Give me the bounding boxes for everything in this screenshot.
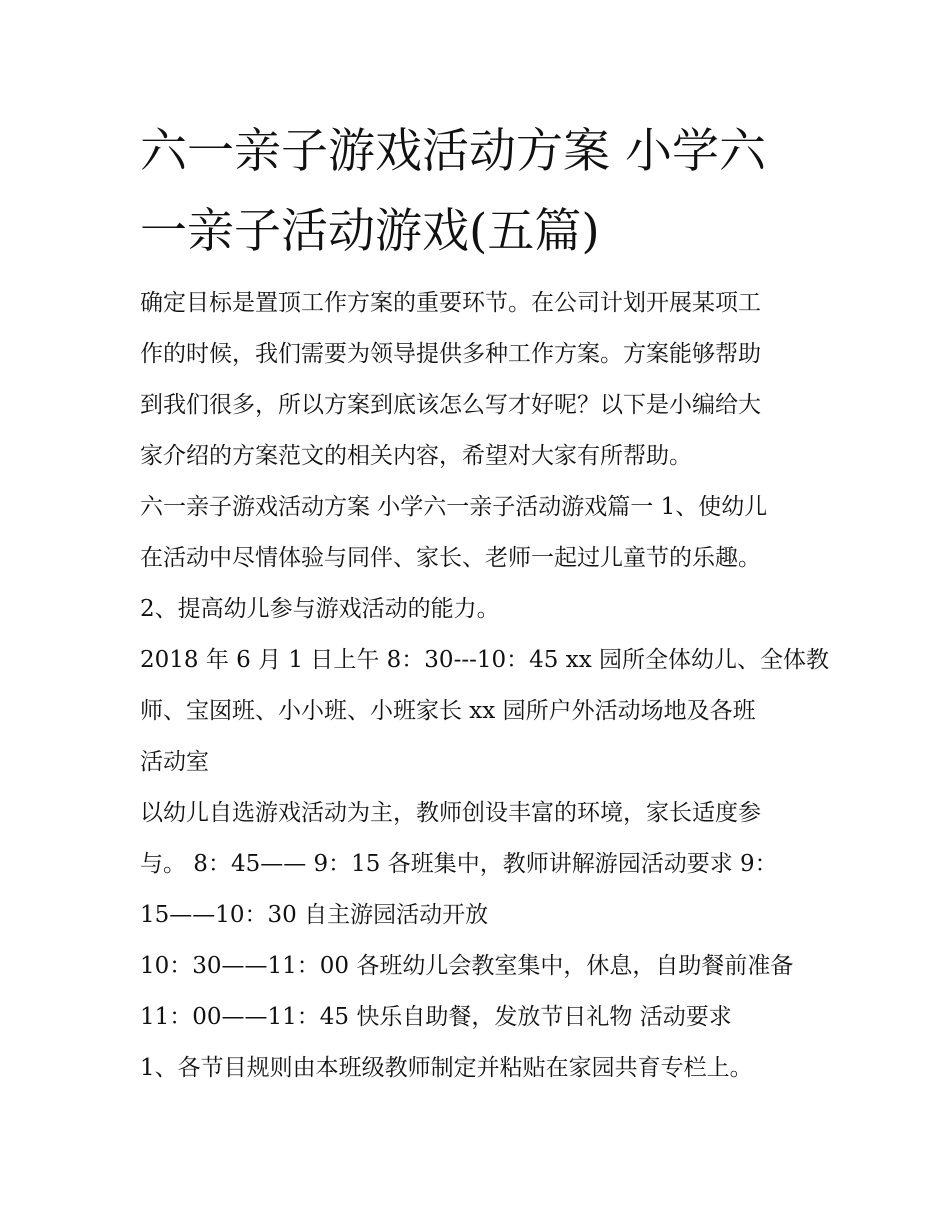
document-body	[140, 278, 829, 1094]
body-line-7: 2、提高幼儿参与游戏活动的能力。	[140, 596, 500, 622]
body-line-3: 到我们很多，所以方案到底该怎么写才好呢？以下是小编给大	[140, 392, 761, 418]
body-line-13: 15——10：30 自主游园活动开放	[140, 902, 489, 928]
body-line-16: 1、各节目规则由本班级教师制定并粘贴在家园共育专栏上。	[140, 1055, 753, 1081]
body-line-1: 确定目标是置顶工作方案的重要环节。在公司计划开展某项工	[140, 290, 761, 316]
body-line-14: 10：30——11：00 各班幼儿会教室集中，休息，自助餐前准备	[140, 953, 794, 979]
body-line-4: 家介绍的方案范文的相关内容，希望对大家有所帮助。	[140, 443, 692, 469]
body-line-8: 2018 年 6 月 1 日上午 8：30---10：45 xx 园所全体幼儿、全体教	[140, 647, 829, 673]
body-line-12: 与。 8：45—— 9：15 各班集中，教师讲解游园活动要求 9：	[140, 851, 778, 877]
body-line-2: 作的时候，我们需要为领导提供多种工作方案。方案能够帮助	[140, 341, 761, 367]
document-title	[140, 112, 820, 272]
body-line-6: 在活动中尽情体验与同伴、家长、老师一起过儿童节的乐趣。	[140, 545, 761, 571]
body-line-9: 师、宝囡班、小小班、小班家长 xx 园所户外活动场地及各班	[140, 698, 756, 724]
title-line-1: 六一亲子游戏活动方案 小学六	[140, 124, 766, 179]
body-line-5: 六一亲子游戏活动方案 小学六一亲子活动游戏篇一 1、使幼儿	[140, 494, 768, 520]
body-line-15: 11：00——11：45 快乐自助餐，发放节日礼物 活动要求	[140, 1004, 732, 1030]
body-line-11: 以幼儿自选游戏活动为主，教师创设丰富的环境，家长适度参	[140, 800, 761, 826]
body-line-10: 活动室	[140, 749, 209, 775]
title-line-2: 一亲子活动游戏(五篇)	[140, 204, 600, 259]
